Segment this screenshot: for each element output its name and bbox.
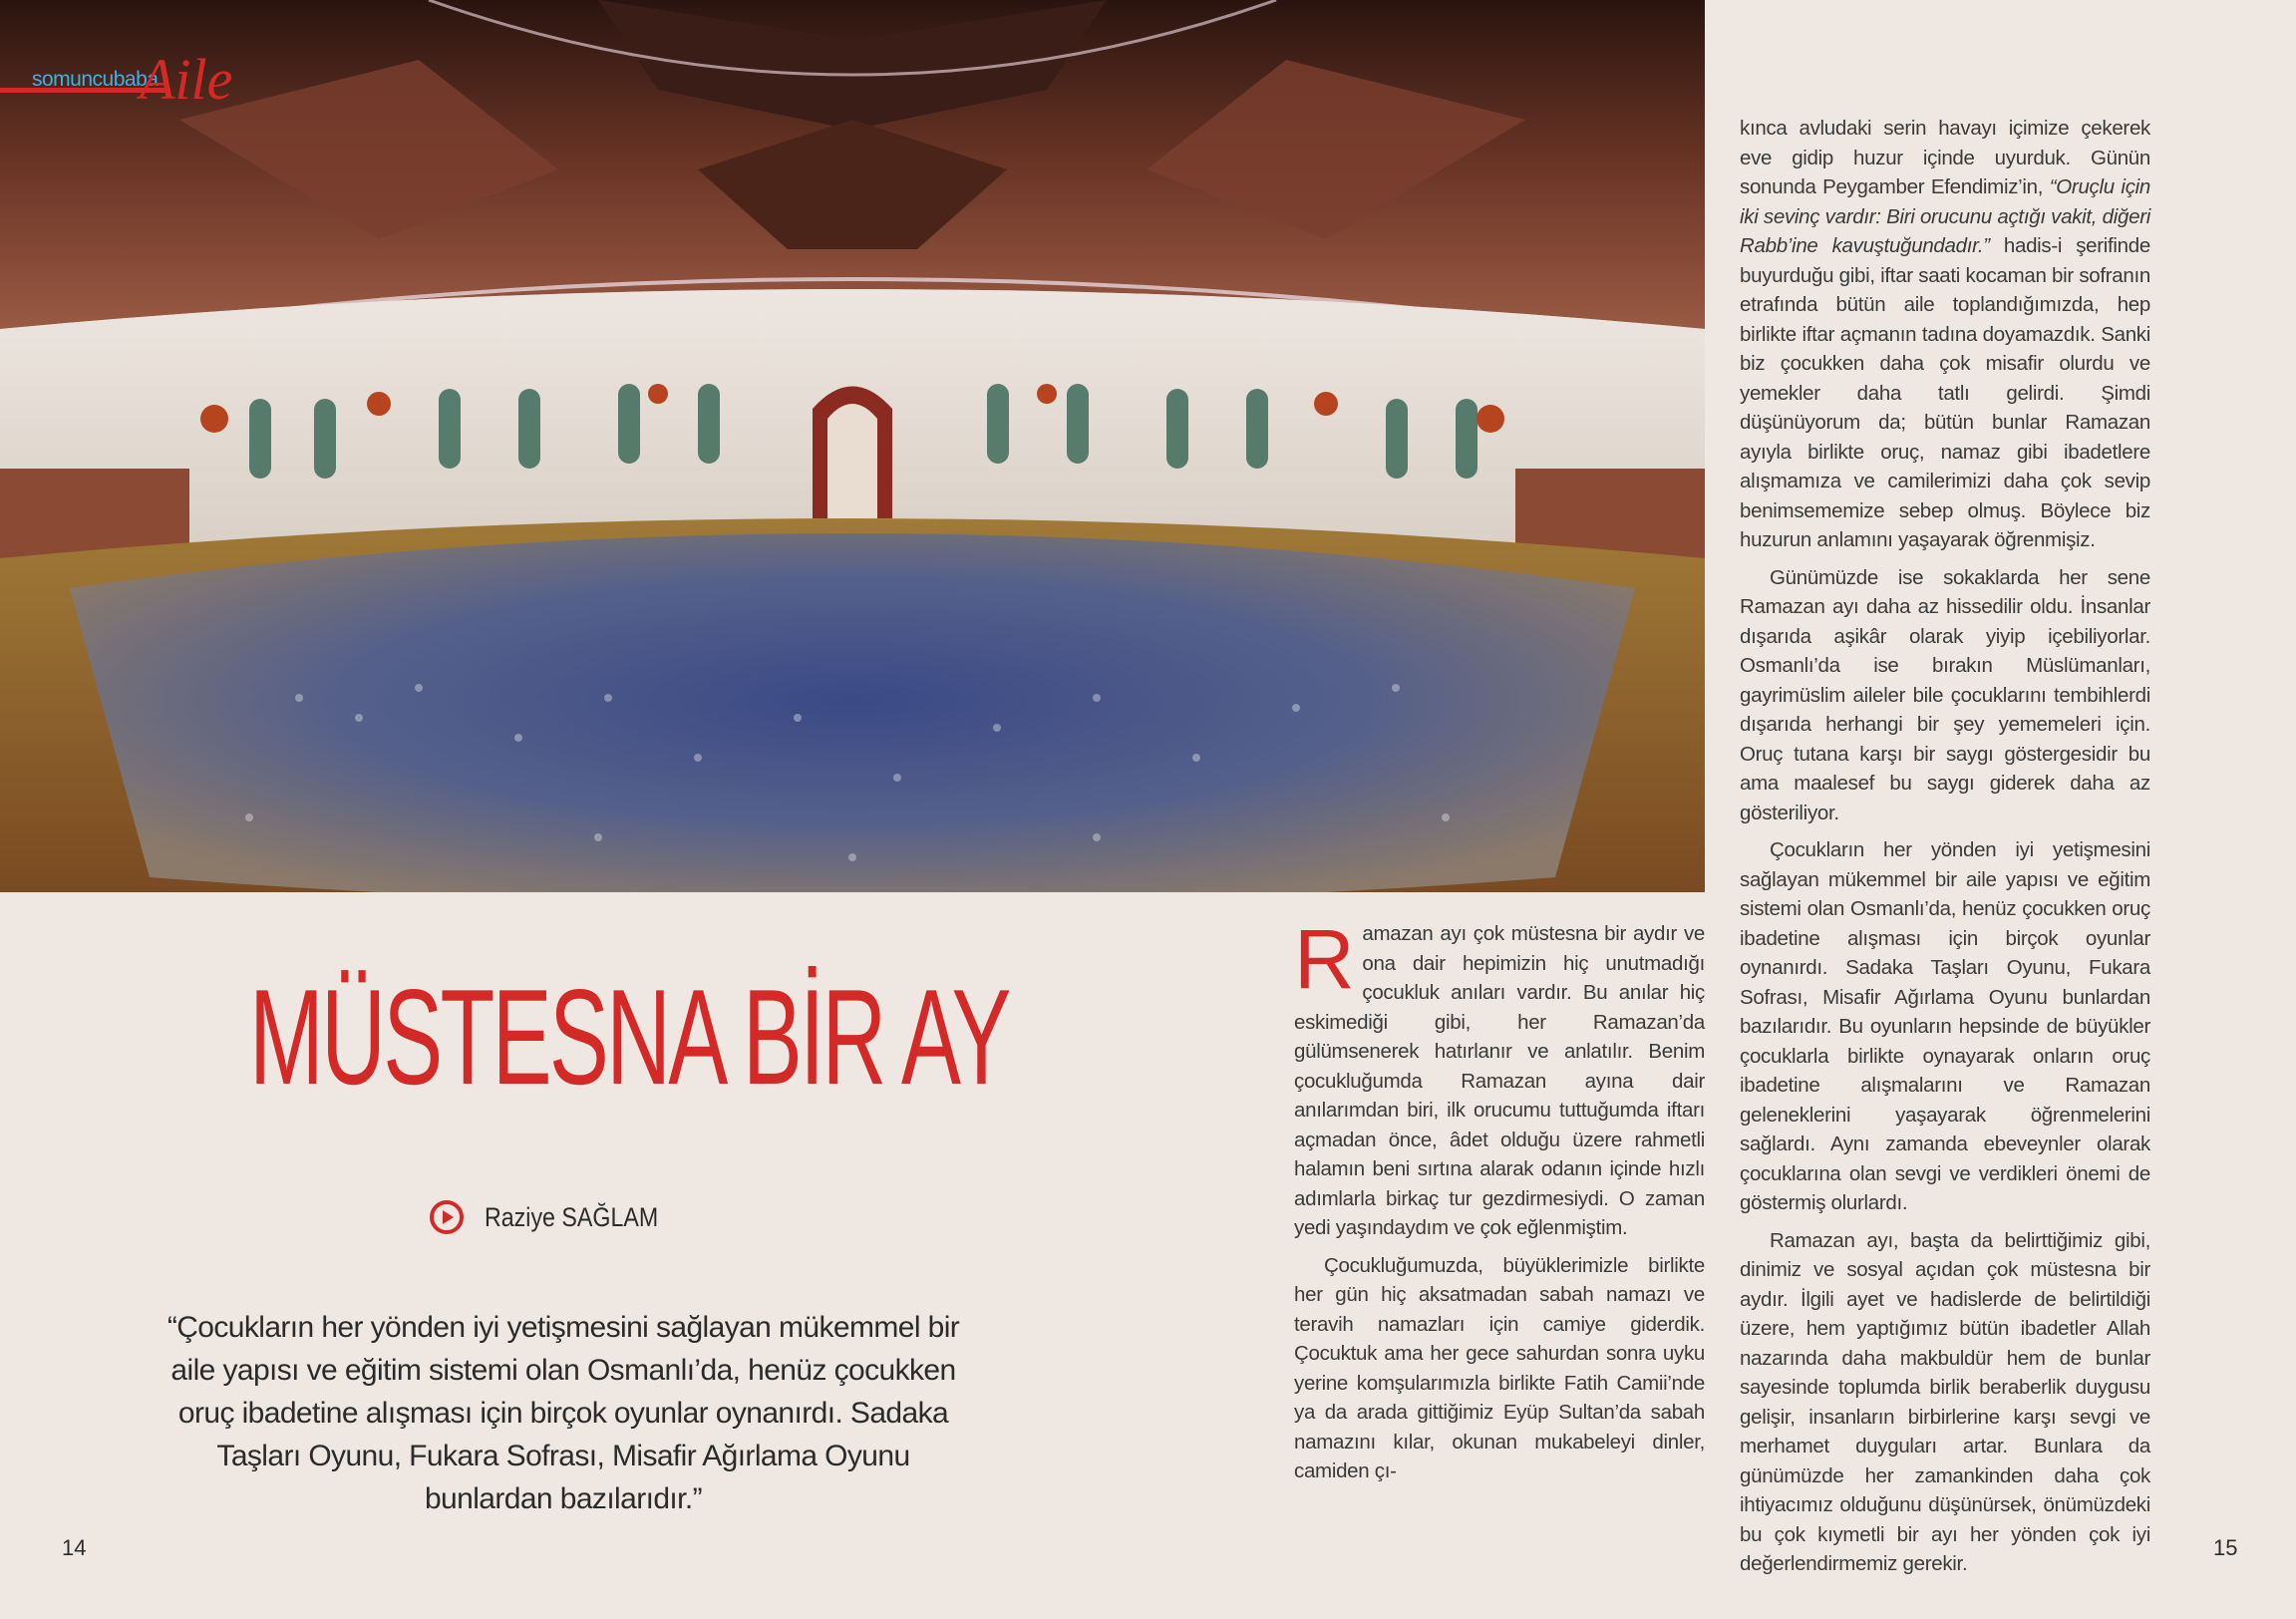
mosque-interior-photo xyxy=(0,0,1705,892)
mosque-photo-illustration xyxy=(0,0,1705,892)
paragraph-text: amazan ayı çok müstesna bir aydır ve ona dair hepimizin hiç unutmadığı çocukluk anıları vardır. Bu anılar hiç eskimediği gibi, her Ramazan’da gülümsenerek hatırlanır ve anlatılır. Benim çocukluğumda Ramazan ayına dair anılarımdan biri, ilk orucumu tuttuğumda iftarı açmadan önce, âdet olduğu üzere rahmetli halamın beni sırtına alarak odanın içinde hızlı adımlarla birkaç tur gezdirmesiydi. O zaman yedi yaşındaydım ve çok eğlenmiştim. xyxy=(1294,922,1705,1239)
author-name: Raziye SAĞLAM xyxy=(485,1201,659,1232)
article-column-1 xyxy=(1294,912,1705,1494)
pull-quote: “Çocukların her yönden iyi yetişmesini sağlayan mükemmel bir aile yapısı ve eğitim sistemi olan Osmanlı’da, henüz çocukken oruç ibadetine alışması için birçok oyunlar oynanırdı. Sadaka Taşları Oyunu, Fukara Sofrası, Misafir Ağırlama Oyunu bunlardan bazılarıdır.” xyxy=(166,1311,960,1515)
paragraph: Ramazan ayı, başta da belirttiğimiz gibi, dinimiz ve sosyal açıdan çok müstesna bir aydır. İlgili ayet ve hadislerde de belirtildiği üzere, hem yaptığımız bütün ibadetler Allah nazarında daha makbuldür hem de bunlar sayesinde toplumda birlik beraberlik duygusu gelişir, insanların birbirlerine karşı sevgi ve merhamet duyguları artar. Bunlara da günümüzde her zamankinden daha çok ihtiyacımız olduğunu düşünürsek, önümüzdeki bu çok kıymetli bir ayı her yönden çok iyi değerlendirmemiz gerekir. xyxy=(1740,1228,2150,1575)
paragraph: Çocukluğumuzda, büyüklerimizle birlikte her gün hiç aksatmadan sabah namazı ve teravih namazları için camiye giderdik. Çocuktuk ama her gece sahurdan sonra uyku yerine komşularımızla birlikte Fatih Camii’nde ya da arada gittiğimiz Eyüp Sultan’da sabah namazını kılar, okunan mukabeleyi dinler, camiden çı- xyxy=(1294,1253,1705,1482)
drop-cap: R xyxy=(1294,912,1355,1006)
paragraph xyxy=(1740,114,2150,555)
paragraph: Günümüzde ise sokaklarda her sene Ramazan ayı daha az hissedilir oldu. İnsanlar dışarıda aşikâr olarak yiyip içebiliyorlar. Osmanlı’da ise bırakın Müslümanları, gayrimüslim aileler bile çocuklarını tembihlerdi dışarıda herhangi bir şey yememeleri için. Oruç tutana karşı bir saygı göstergesidir bu ama maalesef bu saygı giderek daha az gösteriliyor. xyxy=(1740,565,2150,824)
brand-small-text: somuncubaba xyxy=(32,68,159,91)
hadith-quote: “Oruçlu için iki sevinç vardır: Biri orucunu açtığı vakit, diğeri Rabb’ine kavuştuğundadır.” xyxy=(1740,175,2150,257)
article-title: MÜSTESNA BİR AY xyxy=(249,961,1009,1113)
page-number-right: 15 xyxy=(2213,1535,2238,1560)
paragraph-text: kınca avludaki serin havayı içimize çekerek eve gidip huzur içinde uyurduk. Günün sonunda Peygamber Efendimiz’in, xyxy=(1740,117,2150,198)
brand-section-title: Aile xyxy=(140,47,233,112)
magazine-brand xyxy=(0,47,239,112)
author-line xyxy=(429,1197,687,1237)
paragraph-text: hadis-i şerifinde buyurduğu gibi, iftar saati kocaman bir sofranın etrafında bütün aile toplandığımızda, hep birlikte iftar açmanın tadına doyamazdık. Sanki biz çocukken daha çok misafir olurdu ve yemekler daha tatlı gelirdi. Şimdi düşünüyorum da; bütün bunlar Ramazan ayıyla birlikte oruç, namaz gibi ibadetlere alışmamıza ve camilerimizi daha çok sevip benimsememize sebep olmuş. Böylece biz huzurun anlamını yaşayarak öğrenmişiz. xyxy=(1740,234,2150,551)
article-column-2 xyxy=(1740,114,2150,1587)
paragraph xyxy=(1294,912,1705,1243)
paragraph: Çocukların her yönden iyi yetişmesini sağlayan mükemmel bir aile yapısı ve eğitim sistemi olan Osmanlı’da, henüz çocukken oruç ibadetine alışması için birçok oyunlar oynanırdı. Sadaka Taşları Oyunu, Fukara Sofrası, Misafir Ağırlama Oyunu bunlardan bazılarıdır. Bu oyunların hepsinde de büyükler çocuklarla birlikte oynayarak onların oruç ibadetine alışmalarını ve Ramazan geleneklerini yaşayarak öğrenmelerini sağlardı. Aynı zamanda ebeveynler olarak çocuklarına olan sevgi ve verdikleri önemi de göstermiş olurlardı. xyxy=(1740,838,2150,1214)
play-circle-icon xyxy=(429,1199,465,1235)
page-number-left: 14 xyxy=(62,1535,87,1560)
